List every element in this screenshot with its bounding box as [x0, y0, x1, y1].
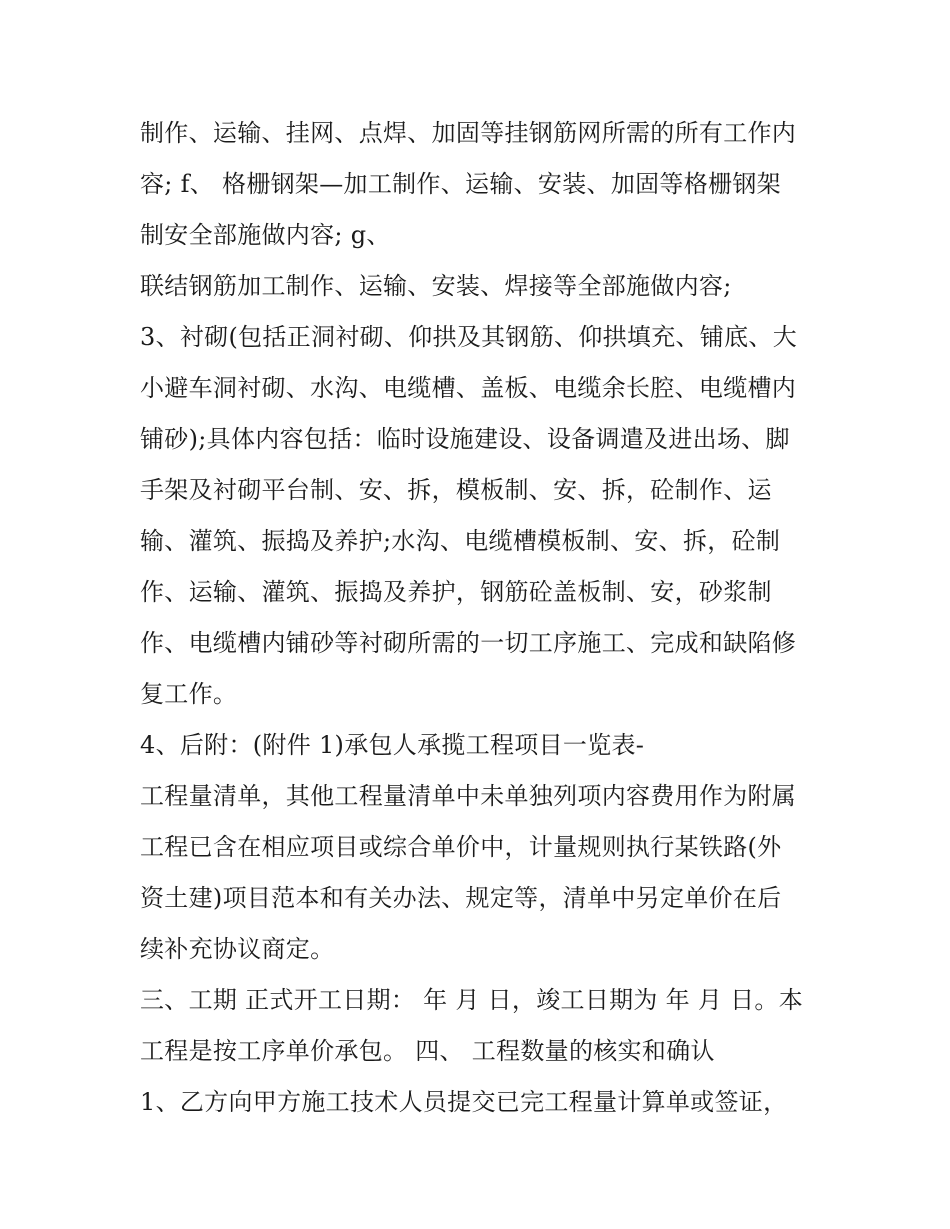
text-line: 工程已含在相应项目或综合单价中，计量规则执行某铁路(外	[140, 833, 782, 861]
text-line: 制安全部施做内容; g、	[140, 221, 391, 249]
document-body	[140, 108, 840, 1128]
text-line: 复工作。	[140, 680, 238, 708]
text-line: 资土建)项目范本和有关办法、规定等，清单中另定单价在后	[140, 884, 782, 912]
text-line: 工程是按工序单价承包。 四、 工程数量的核实和确认	[140, 1037, 715, 1065]
text-line: 联结钢筋加工制作、运输、安装、焊接等全部施做内容;	[140, 272, 732, 300]
text-line: 工程量清单，其他工程量清单中未单独列项内容费用作为附属	[140, 782, 797, 810]
text-line: 制作、运输、挂网、点焊、加固等挂钢筋网所需的所有工作内	[140, 119, 797, 147]
text-line: 手架及衬砌平台制、安、拆，模板制、安、拆，砼制作、运	[140, 476, 772, 504]
text-line: 铺砂);具体内容包括：临时设施建设、设备调遣及进出场、脚	[140, 425, 790, 453]
text-line: 输、灌筑、振捣及养护;水沟、电缆槽模板制、安、拆，砼制	[140, 527, 781, 555]
text-line: 1、乙方向甲方施工技术人员提交已完工程量计算单或签证，	[140, 1088, 788, 1116]
text-line: 3、衬砌(包括正洞衬砌、仰拱及其钢筋、仰拱填充、铺底、大	[140, 323, 798, 351]
text-line: 4、后附：(附件 1)承包人承揽工程项目一览表-	[140, 731, 645, 759]
text-line: 小避车洞衬砌、水沟、电缆槽、盖板、电缆余长腔、电缆槽内	[140, 374, 797, 402]
text-line: 容; f、 格栅钢架—加工制作、运输、安装、加固等格栅钢架	[140, 170, 781, 198]
text-line: 三、工期 正式开工日期： 年 月 日，竣工日期为 年 月 日。本	[140, 986, 804, 1014]
text-line: 作、运输、灌筑、振捣及养护，钢筋砼盖板制、安，砂浆制	[140, 578, 772, 606]
text-line: 作、电缆槽内铺砂等衬砌所需的一切工序施工、完成和缺陷修	[140, 629, 797, 657]
text-line: 续补充协议商定。	[140, 935, 335, 963]
